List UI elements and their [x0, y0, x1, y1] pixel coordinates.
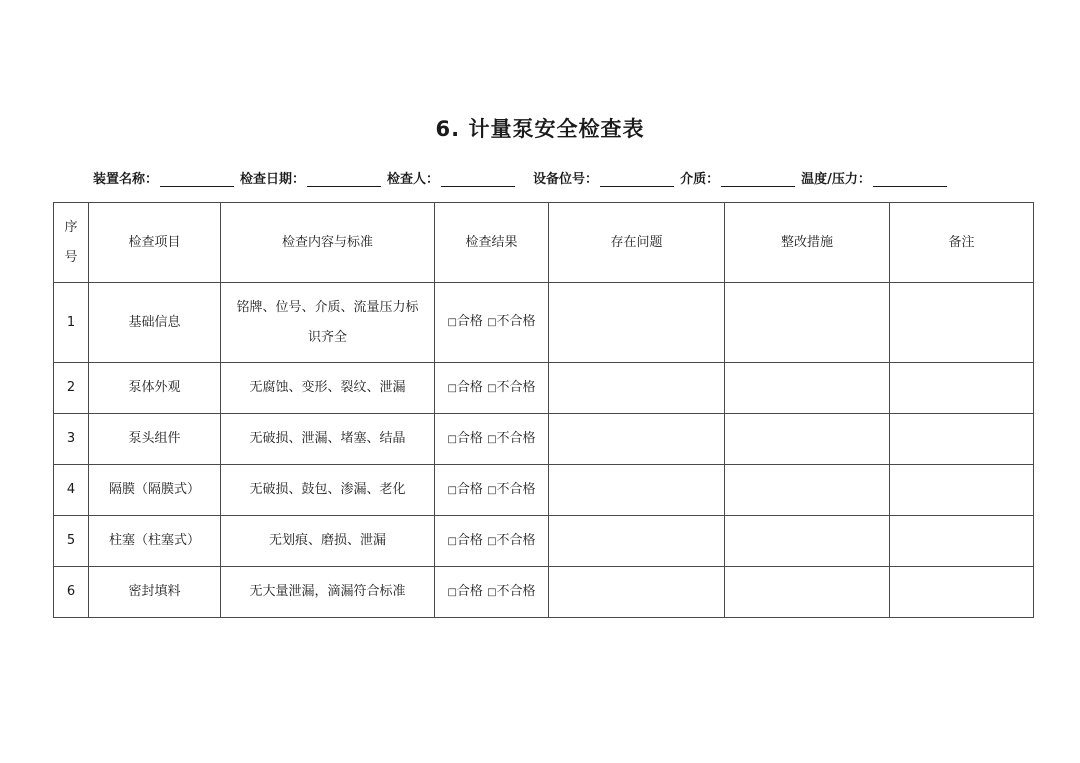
- cell-issue[interactable]: [549, 465, 725, 516]
- cell-remark[interactable]: [890, 465, 1034, 516]
- fill-blank[interactable]: [441, 172, 515, 187]
- meta-label: 装置名称：: [93, 172, 159, 187]
- checkbox-fail[interactable]: □: [487, 586, 497, 598]
- table-header-row: [54, 203, 1034, 283]
- cell-content: 无大量泄漏，滴漏符合标准: [221, 567, 435, 618]
- cell-issue[interactable]: [549, 363, 725, 414]
- cell-remark[interactable]: [890, 567, 1034, 618]
- cell-item: 密封填料: [89, 567, 221, 618]
- header-remark: 备注: [890, 203, 1034, 283]
- checkbox-pass[interactable]: □: [447, 317, 457, 328]
- cell-issue[interactable]: [549, 414, 725, 465]
- cell-seq: 5: [54, 516, 89, 567]
- cell-seq: 3: [54, 414, 89, 465]
- cell-result: [435, 567, 549, 618]
- header-action: 整改措施: [725, 203, 890, 283]
- meta-field-temp-pressure[interactable]: [801, 168, 947, 187]
- cell-issue[interactable]: [549, 567, 725, 618]
- cell-content: 无破损、鼓包、渗漏、老化: [221, 465, 435, 516]
- meta-field-device-name[interactable]: [93, 168, 234, 187]
- checkbox-fail[interactable]: □: [487, 317, 497, 328]
- option-fail-label: 不合格: [496, 430, 536, 446]
- option-fail-label: 不合格: [496, 314, 536, 329]
- meta-fields-row: [93, 168, 1033, 187]
- option-pass-label: 合格: [456, 532, 483, 548]
- meta-label: 介质：: [680, 172, 720, 187]
- cell-action[interactable]: [725, 363, 890, 414]
- inspection-table: [53, 202, 1034, 618]
- option-fail-label: 不合格: [496, 481, 536, 497]
- meta-field-check-date[interactable]: [240, 168, 381, 187]
- meta-label: 温度/压力：: [801, 172, 871, 187]
- checkbox-pass[interactable]: □: [447, 433, 457, 445]
- fill-blank[interactable]: [160, 172, 234, 187]
- cell-issue[interactable]: [549, 516, 725, 567]
- header-result: 检查结果: [435, 203, 549, 283]
- cell-action[interactable]: [725, 283, 890, 363]
- content-text: 铭牌、位号、介质、流量压力标识齐全: [236, 299, 419, 345]
- cell-remark[interactable]: [890, 363, 1034, 414]
- fill-blank[interactable]: [600, 172, 674, 187]
- cell-action[interactable]: [725, 414, 890, 465]
- header-issue: 存在问题: [549, 203, 725, 283]
- cell-content: [221, 283, 435, 363]
- checkbox-fail[interactable]: □: [487, 535, 497, 547]
- option-fail-label: 不合格: [496, 379, 536, 395]
- option-pass-label: 合格: [456, 430, 483, 446]
- cell-result: [435, 516, 549, 567]
- table-row: [54, 516, 1034, 567]
- cell-content: 无腐蚀、变形、裂纹、泄漏: [221, 363, 435, 414]
- fill-blank[interactable]: [721, 172, 795, 187]
- cell-item: 泵体外观: [89, 363, 221, 414]
- fill-blank[interactable]: [307, 172, 381, 187]
- checkbox-pass[interactable]: □: [447, 484, 457, 496]
- cell-remark[interactable]: [890, 414, 1034, 465]
- table-row: [54, 567, 1034, 618]
- option-pass-label: 合格: [456, 583, 483, 599]
- cell-content: 无划痕、磨损、泄漏: [221, 516, 435, 567]
- cell-item: 隔膜（隔膜式）: [89, 465, 221, 516]
- cell-seq: 1: [54, 283, 89, 363]
- option-pass-label: 合格: [456, 379, 483, 395]
- table-row: [54, 465, 1034, 516]
- table-row: [54, 414, 1034, 465]
- page-title: 6. 计量泵安全检查表: [435, 117, 645, 141]
- cell-item: 泵头组件: [89, 414, 221, 465]
- cell-item: 柱塞（柱塞式）: [89, 516, 221, 567]
- cell-action[interactable]: [725, 465, 890, 516]
- cell-seq: 2: [54, 363, 89, 414]
- meta-label: 检查日期：: [240, 172, 306, 187]
- option-fail-label: 不合格: [496, 583, 536, 599]
- cell-result: [435, 414, 549, 465]
- cell-result: [435, 465, 549, 516]
- cell-remark[interactable]: [890, 283, 1034, 363]
- cell-remark[interactable]: [890, 516, 1034, 567]
- cell-issue[interactable]: [549, 283, 725, 363]
- cell-result: [435, 363, 549, 414]
- fill-blank[interactable]: [873, 172, 947, 187]
- table-row: [54, 363, 1034, 414]
- checkbox-fail[interactable]: □: [487, 433, 497, 445]
- cell-seq: 6: [54, 567, 89, 618]
- checkbox-pass[interactable]: □: [447, 382, 457, 394]
- checkbox-pass[interactable]: □: [447, 586, 457, 598]
- checkbox-fail[interactable]: □: [487, 484, 497, 496]
- table-row: [54, 283, 1034, 363]
- meta-field-medium[interactable]: [680, 168, 795, 187]
- cell-item: 基础信息: [89, 283, 221, 363]
- cell-content: 无破损、泄漏、堵塞、结晶: [221, 414, 435, 465]
- cell-action[interactable]: [725, 516, 890, 567]
- meta-field-equipment-tag[interactable]: [533, 168, 674, 187]
- meta-label: 检查人：: [387, 172, 440, 187]
- cell-result: [435, 283, 549, 363]
- meta-label: 设备位号：: [533, 172, 599, 187]
- option-pass-label: 合格: [456, 481, 483, 497]
- meta-field-inspector[interactable]: [387, 168, 515, 187]
- header-content: 检查内容与标准: [221, 203, 435, 283]
- cell-seq: 4: [54, 465, 89, 516]
- checkbox-pass[interactable]: □: [447, 535, 457, 547]
- option-fail-label: 不合格: [496, 532, 536, 548]
- header-seq: 序 号: [54, 203, 89, 283]
- checkbox-fail[interactable]: □: [487, 382, 497, 394]
- option-pass-label: 合格: [456, 314, 483, 329]
- header-item: 检查项目: [89, 203, 221, 283]
- cell-action[interactable]: [725, 567, 890, 618]
